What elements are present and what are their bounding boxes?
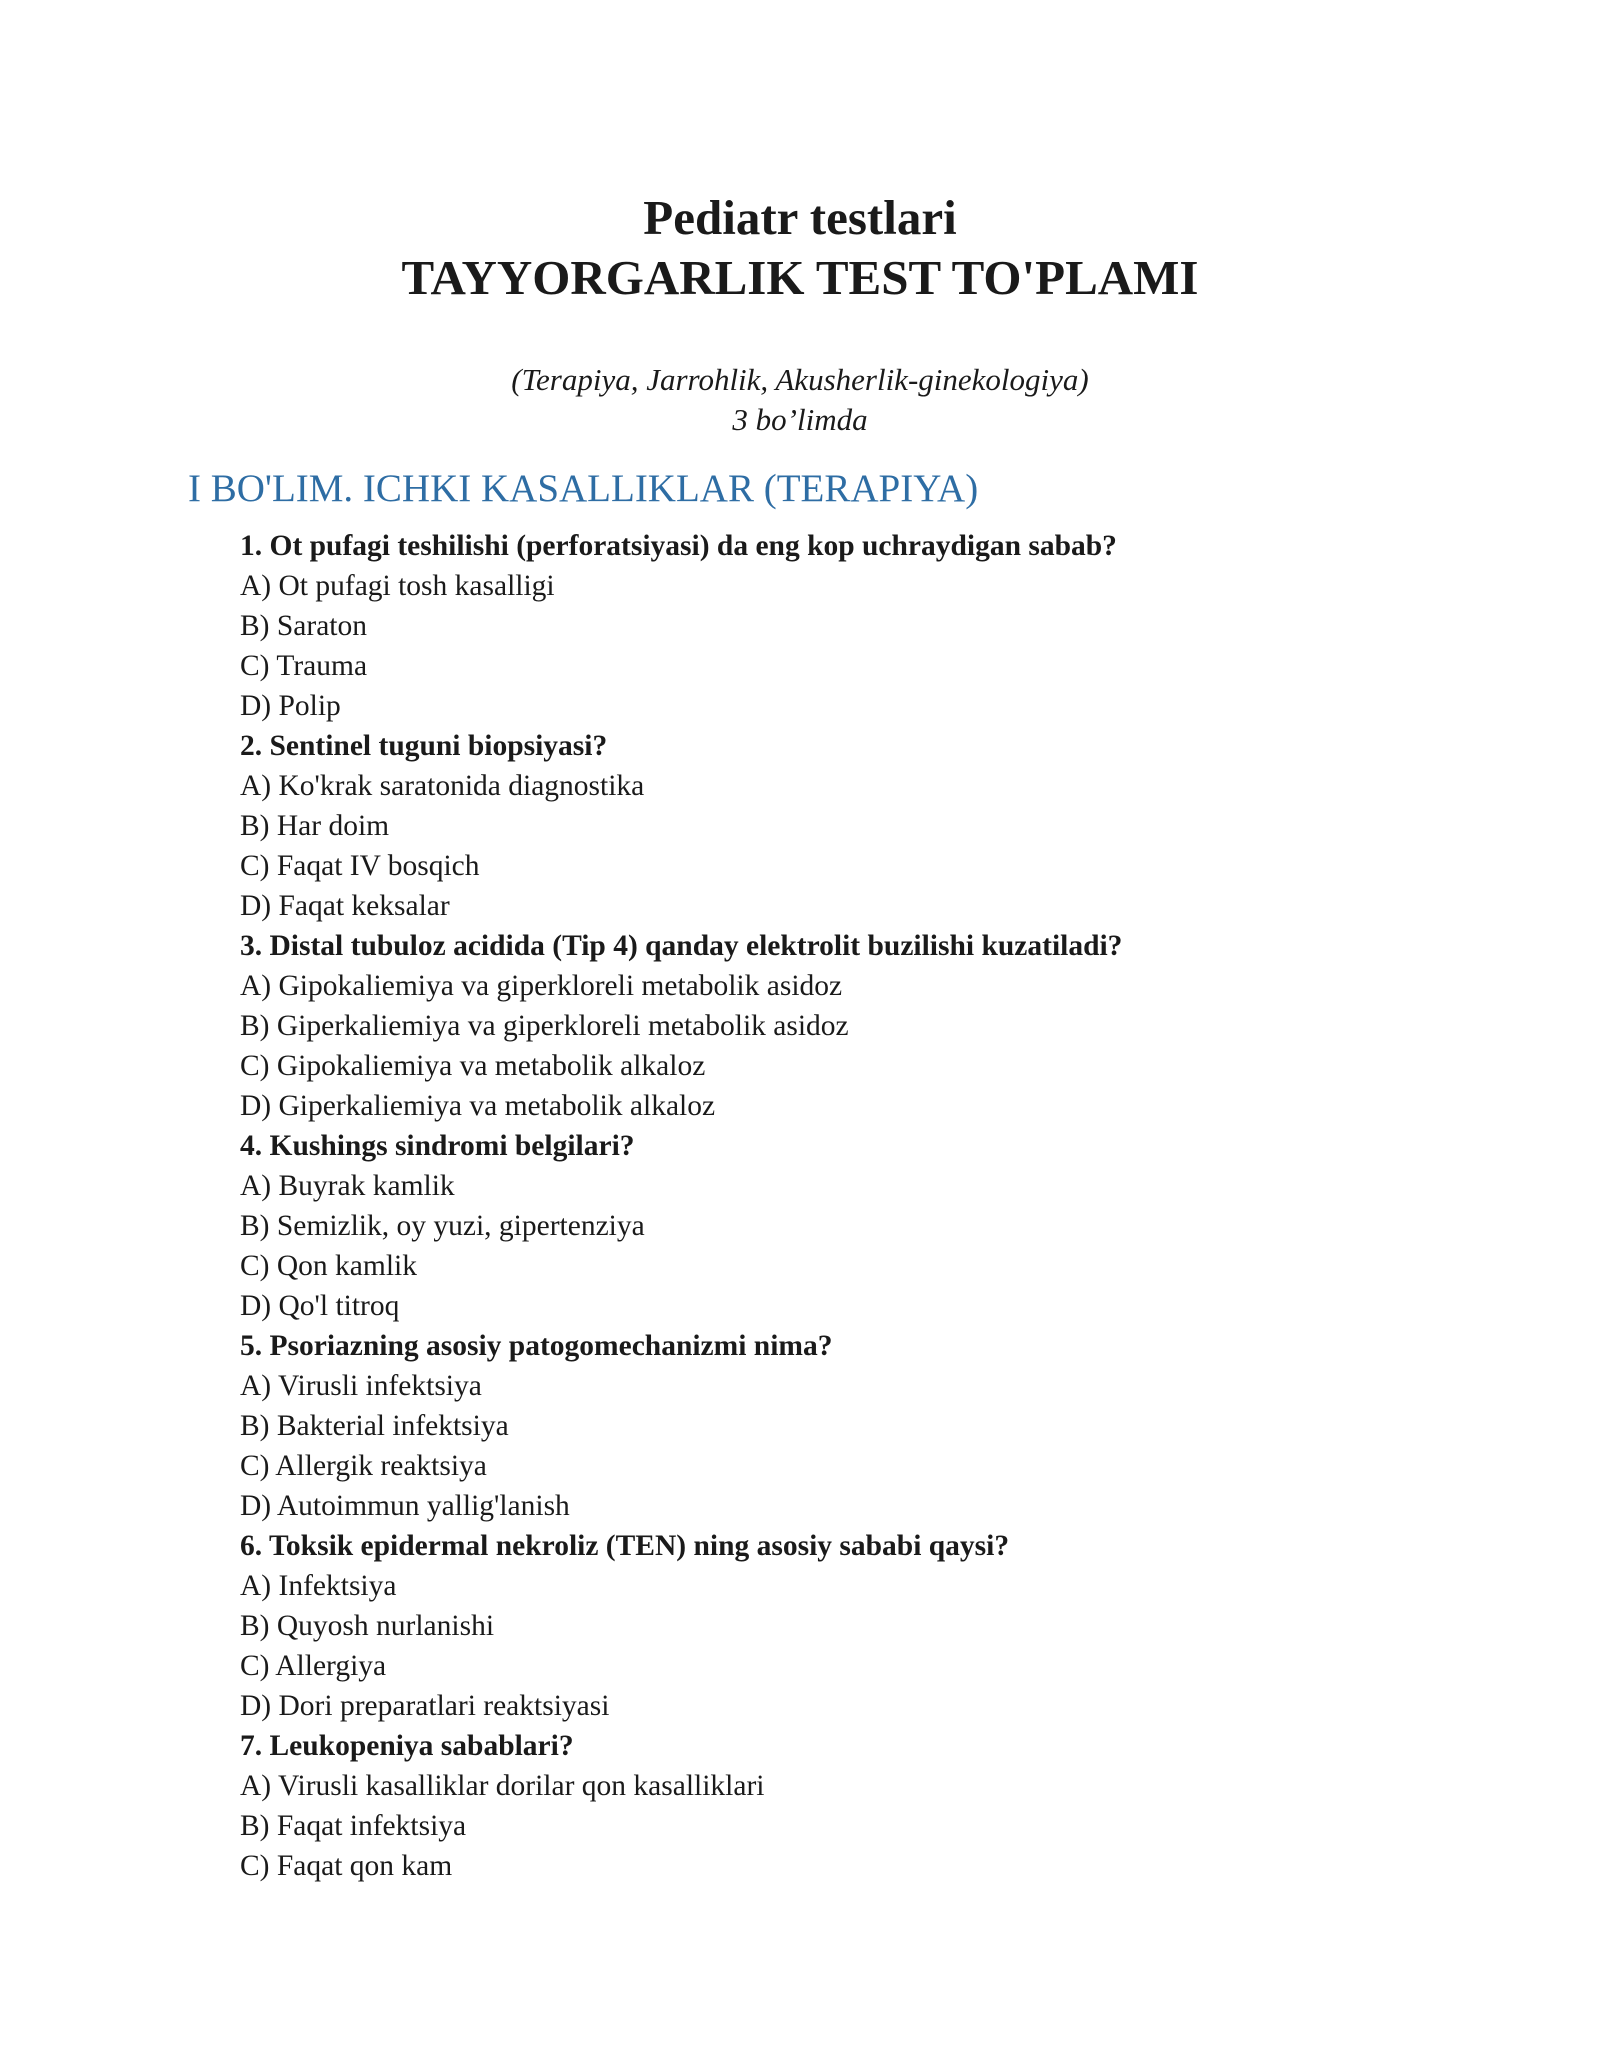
document-subtitle <box>0 360 1600 440</box>
answer-option: B) Giperkaliemiya va giperkloreli metabolik asidoz <box>240 1010 849 1042</box>
answer-option: D) Polip <box>240 690 341 722</box>
answer-option: A) Virusli kasalliklar dorilar qon kasalliklari <box>240 1770 765 1802</box>
answer-option: C) Faqat qon kam <box>240 1850 453 1882</box>
question-text: 5. Psoriazning asosiy patogomechanizmi nima? <box>240 1330 833 1362</box>
question-list <box>240 526 1440 1886</box>
question-block <box>240 1326 1440 1526</box>
answer-option: D) Giperkaliemiya va metabolik alkaloz <box>240 1090 716 1122</box>
answer-option: D) Autoimmun yallig'lanish <box>240 1490 570 1522</box>
document-title <box>0 188 1600 308</box>
answer-option: B) Quyosh nurlanishi <box>240 1610 495 1642</box>
subtitle-line-1: (Terapiya, Jarrohlik, Akusherlik-ginekologiya) <box>511 362 1089 397</box>
answer-option: C) Allergiya <box>240 1650 387 1682</box>
answer-option: B) Saraton <box>240 610 367 642</box>
question-text: 2. Sentinel tuguni biopsiyasi? <box>240 730 608 762</box>
answer-option: C) Allergik reaktsiya <box>240 1450 487 1482</box>
question-text: 1. Ot pufagi teshilishi (perforatsiyasi) da eng kop uchraydigan sabab? <box>240 530 1117 562</box>
answer-option: C) Gipokaliemiya va metabolik alkaloz <box>240 1050 706 1082</box>
answer-option: A) Buyrak kamlik <box>240 1170 455 1202</box>
section-heading: I BO'LIM. ICHKI KASALLIKLAR (TERAPIYA) <box>188 467 979 510</box>
answer-option: B) Semizlik, oy yuzi, gipertenziya <box>240 1210 645 1242</box>
question-block <box>240 1726 1440 1886</box>
answer-option: D) Qo'l titroq <box>240 1290 400 1322</box>
answer-option: A) Gipokaliemiya va giperkloreli metabolik asidoz <box>240 970 843 1002</box>
answer-option: A) Ot pufagi tosh kasalligi <box>240 570 555 602</box>
answer-option: C) Trauma <box>240 650 368 682</box>
answer-option: A) Infektsiya <box>240 1570 397 1602</box>
title-line-1: Pediatr testlari <box>643 190 957 245</box>
answer-option: B) Har doim <box>240 810 390 842</box>
question-block <box>240 526 1440 726</box>
answer-option: D) Dori preparatlari reaktsiyasi <box>240 1690 610 1722</box>
answer-option: A) Ko'krak saratonida diagnostika <box>240 770 645 802</box>
question-block <box>240 1126 1440 1326</box>
title-line-2: TAYYORGARLIK TEST TO'PLAMI <box>401 250 1199 305</box>
answer-option: D) Faqat keksalar <box>240 890 450 922</box>
question-text: 7. Leukopeniya sabablari? <box>240 1730 574 1762</box>
question-text: 4. Kushings sindromi belgilari? <box>240 1130 635 1162</box>
question-block <box>240 1526 1440 1726</box>
question-text: 6. Toksik epidermal nekroliz (TEN) ning asosiy sababi qaysi? <box>240 1530 1010 1562</box>
subtitle-line-2: 3 bo’limda <box>732 402 868 437</box>
answer-option: C) Faqat IV bosqich <box>240 850 480 882</box>
question-block <box>240 726 1440 926</box>
question-text: 3. Distal tubuloz acidida (Tip 4) qanday elektrolit buzilishi kuzatiladi? <box>240 930 1123 962</box>
answer-option: B) Faqat infektsiya <box>240 1810 467 1842</box>
answer-option: A) Virusli infektsiya <box>240 1370 482 1402</box>
answer-option: C) Qon kamlik <box>240 1250 417 1282</box>
answer-option: B) Bakterial infektsiya <box>240 1410 509 1442</box>
question-block <box>240 926 1440 1126</box>
